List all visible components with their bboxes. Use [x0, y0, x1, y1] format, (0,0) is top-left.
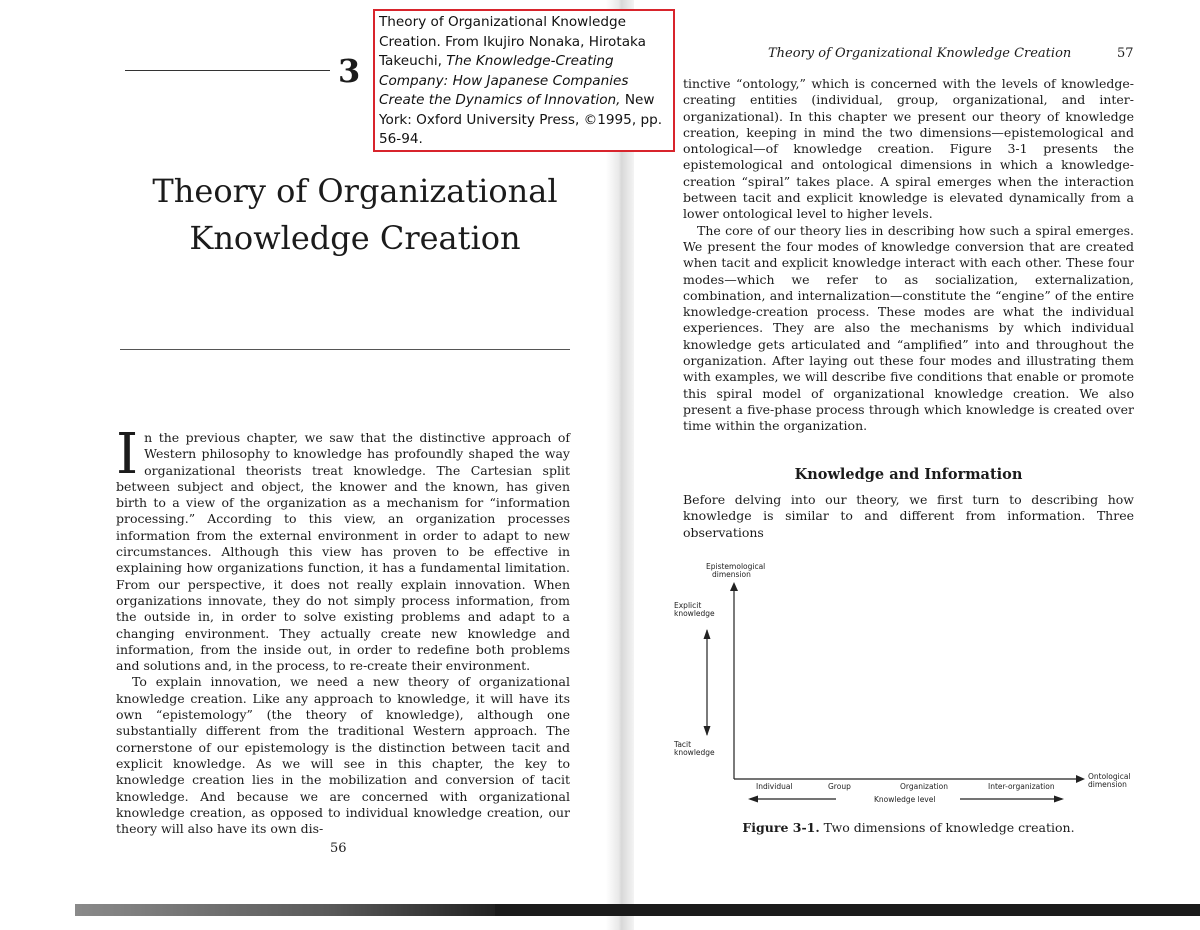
knowledge-level-arrowhead-left	[748, 796, 758, 803]
level-inter-organization: Inter-organization	[988, 782, 1055, 791]
figure-diagram	[670, 555, 1140, 820]
tacit-label-line-2: knowledge	[674, 748, 715, 757]
tacit-knowledge-label	[674, 741, 715, 757]
figure-caption	[683, 820, 1134, 835]
left-page-body	[116, 422, 570, 837]
tacit-label-line-1: Tacit	[674, 740, 692, 749]
caption-text: Two dimensions of knowledge creation.	[819, 820, 1075, 835]
right-page-body-2	[683, 492, 1134, 541]
running-head: Theory of Organizational Knowledge Creation	[768, 46, 1072, 61]
citation-box	[373, 9, 675, 152]
right-paragraph-3: Before delving into our theory, we first turn to describing how knowledge is similar to and different from information. Three observations	[683, 492, 1134, 540]
scan-shadow-bar-faded	[75, 904, 495, 916]
y-axis-label-line-1: Epistemological	[706, 562, 766, 571]
level-organization: Organization	[900, 782, 948, 791]
explicit-label-line-1: Explicit	[674, 601, 702, 610]
explicit-label-line-2: knowledge	[674, 609, 715, 618]
left-paragraph-1-text: n the previous chapter, we saw that the distinctive approach of Western philosophy to knowledge has profoundly shaped the way organizational theorists treat knowledge. The Cartesian split between subject and object, the knower and the known, has given birth to a view of the organization as a mechanism for “information processing.” According to this view, an organization processes information from the external environment in order to adapt to new circumstances. Although this view has proven to be effective in explaining how organizations function, it has a fundamental limitation. From our perspective, it does not really explain innovation. When organizations innovate, they do not simply process information, from the outside in, in order to solve existing problems and adapt to a changing environment. They actually create new knowledge and information, from the inside out, in order to redefine both problems and solutions and, in the process, to re-create their environment.	[116, 430, 570, 674]
chapter-title	[125, 168, 585, 262]
right-paragraph-2: The core of our theory lies in describing how such a spiral emerges. We present the four modes of knowledge conversion that are created when tacit and explicit knowledge interact with each other. These four modes—which we refer to as socialization, externalization, combination, and internalization—constitute the “engine” of the entire knowledge-creation process. These modes are what the individual experiences. They are also the mechanisms by which individual knowledge gets articulated and “amplified” into and throughout the organization. After laying out these four modes and illustrating them with examples, we will describe five conditions that enable or promote this spiral model of organizational knowledge creation. We also present a five-phase process through which knowledge is created over time within the organization.	[683, 222, 1134, 434]
explicit-arrowhead	[704, 629, 711, 639]
right-page-body	[683, 76, 1134, 435]
chapter-title-line-2: Knowledge Creation	[189, 219, 521, 257]
section-heading: Knowledge and Information	[794, 466, 1023, 483]
x-axis-label-line-1: Ontological	[1088, 772, 1131, 781]
explicit-knowledge-label	[674, 602, 715, 618]
x-axis-label-line-2: dimension	[1088, 780, 1127, 789]
horizontal-axis-arrowhead	[1076, 775, 1085, 783]
chapter-rule-bottom	[120, 349, 570, 350]
left-page-number: 56	[330, 841, 347, 856]
right-paragraph-1: tinctive “ontology,” which is concerned with the levels of knowledge-creating entities (individual, group, organizational, and inter-organizational). In this chapter we present our theory of knowledge creation, keeping in mind the two dimensions—epistemological and ontological—of knowledge creation. Figure 3-1 presents the epistemological and ontological dimensions in which a knowledge-creation “spiral” takes place. A spiral emerges when the interaction between tacit and explicit knowledge is elevated dynamically from a lower ontological level to higher levels.	[683, 76, 1134, 222]
drop-cap: I	[116, 422, 139, 487]
level-group: Group	[828, 782, 851, 791]
level-individual: Individual	[756, 782, 793, 791]
left-paragraph-2: To explain innovation, we need a new theory of organizational knowledge creation. Like any approach to knowledge, it will have its own “epistemology” (the theory of knowledge), although one substantially different from the traditional Western approach. The cornerstone of our epistemology is the distinction between tacit and explicit knowledge. As we will see in this chapter, the key to knowledge creation lies in the mobilization and conversion of tacit knowledge. And because we are concerned with organizational knowledge creation, as opposed to individual knowledge creation, our theory will also have its own dis-	[116, 674, 570, 837]
x-axis-label	[1088, 773, 1131, 789]
citation-text-1: Theory of Organizational Knowledge Creation. From Ikujiro Nonaka, Hirotaka Takeuchi,	[379, 14, 646, 69]
vertical-axis-arrowhead	[730, 582, 738, 591]
y-axis-label	[706, 563, 765, 579]
chapter-title-line-1: Theory of Organizational	[152, 172, 558, 210]
knowledge-level-label: Knowledge level	[874, 795, 936, 804]
right-page-number: 57	[1117, 46, 1134, 61]
citation-text-2: New York: Oxford University Press, ©1995, pp. 56-94.	[379, 92, 663, 147]
figure-3-1	[670, 555, 1140, 820]
tacit-arrowhead	[704, 726, 711, 736]
chapter-number: 3	[338, 52, 361, 90]
caption-label: Figure 3-1.	[742, 820, 820, 835]
left-paragraph-1	[116, 422, 570, 674]
y-axis-label-line-2: dimension	[712, 570, 751, 579]
chapter-rule-top	[125, 70, 330, 71]
knowledge-level-arrowhead-right	[1054, 796, 1064, 803]
citation-book-title: The Knowledge-Creating Company: How Japanese Companies Create the Dynamics of Innovation,	[379, 53, 629, 108]
